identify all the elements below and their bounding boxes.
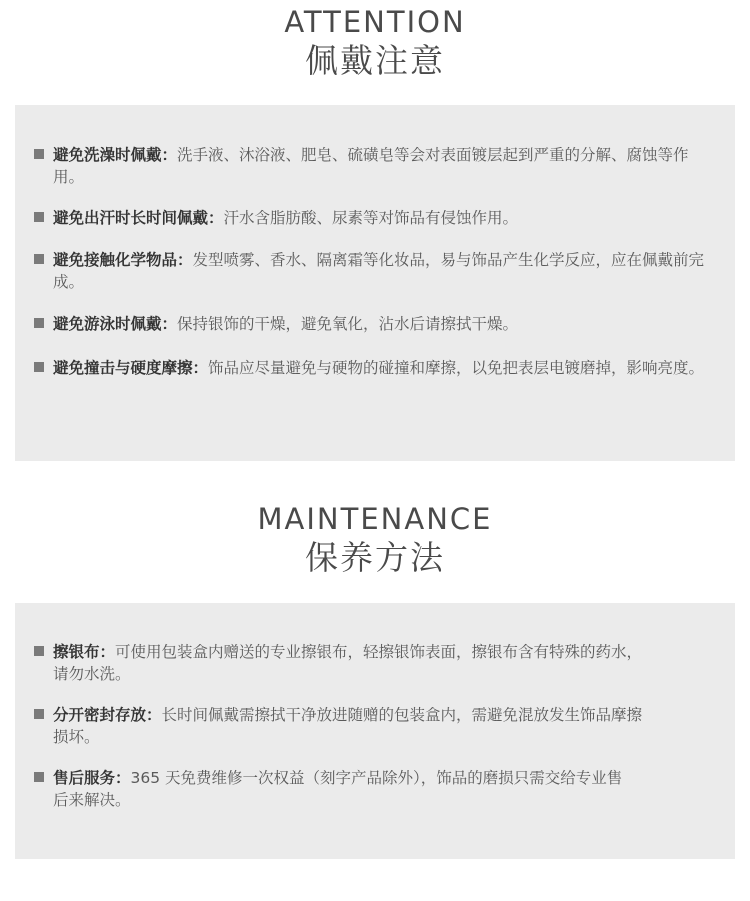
maintenance-item-title: 分开密封存放： <box>53 706 162 724</box>
maintenance-item-title: 擦银布： <box>53 643 116 661</box>
attention-item-title: 避免撞击与硬度摩擦： <box>53 359 209 377</box>
attention-panel <box>15 105 735 461</box>
maintenance-item-text <box>53 641 653 685</box>
attention-heading <box>0 4 750 82</box>
attention-item-title: 避免出汗时长时间佩戴： <box>53 209 224 227</box>
maintenance-title-en: MAINTENANCE <box>257 502 493 536</box>
attention-item-title: 避免游泳时佩戴： <box>53 315 178 333</box>
square-bullet-icon <box>34 318 44 328</box>
attention-item-body: 保持银饰的干燥，避免氧化，沾水后请擦拭干燥。 <box>177 315 519 333</box>
maintenance-item-body: 可使用包装盒内赠送的专业擦银布，轻擦银饰表面，擦银布含有特殊的药水，请勿水洗。 <box>53 643 643 683</box>
attention-item-body: 饰品应尽量避免与硬物的碰撞和摩擦，以免把表层电镀磨掉，影响亮度。 <box>208 359 705 377</box>
attention-item-text <box>53 144 703 188</box>
square-bullet-icon <box>34 212 44 222</box>
attention-item-body: 发型喷雾、香水、隔离霜等化妆品，易与饰品产生化学反应，应在佩戴前完成。 <box>53 251 705 291</box>
maintenance-panel <box>15 603 735 859</box>
square-bullet-icon <box>34 254 44 264</box>
attention-title-zh: 佩戴注意 <box>305 41 445 80</box>
attention-item-body: 汗水含脂肪酸、尿素等对饰品有侵蚀作用。 <box>223 209 519 227</box>
attention-item-text <box>53 313 703 335</box>
attention-item-title: 避免接触化学物品： <box>53 251 193 269</box>
maintenance-item-text <box>53 704 653 748</box>
maintenance-item-title: 售后服务： <box>53 769 131 787</box>
attention-item-title: 避免洗澡时佩戴： <box>53 146 178 164</box>
attention-item-text <box>53 357 723 379</box>
attention-title-en: ATTENTION <box>284 5 466 39</box>
maintenance-item-body: 365 天免费维修一次权益（刻字产品除外），饰品的磨损只需交给专业售后来解决。 <box>53 769 623 809</box>
square-bullet-icon <box>34 362 44 372</box>
square-bullet-icon <box>34 646 44 656</box>
maintenance-item-text <box>53 767 633 811</box>
square-bullet-icon <box>34 149 44 159</box>
attention-item-text <box>53 207 703 229</box>
maintenance-item-body: 长时间佩戴需擦拭干净放进随赠的包装盒内，需避免混放发生饰品摩擦损坏。 <box>53 706 643 746</box>
square-bullet-icon <box>34 772 44 782</box>
square-bullet-icon <box>34 709 44 719</box>
attention-item-body: 洗手液、沐浴液、肥皂、硫磺皂等会对表面镀层起到严重的分解、腐蚀等作用。 <box>53 146 689 186</box>
maintenance-title-zh: 保养方法 <box>305 538 445 577</box>
maintenance-heading <box>0 501 750 579</box>
attention-item-text <box>53 249 723 293</box>
